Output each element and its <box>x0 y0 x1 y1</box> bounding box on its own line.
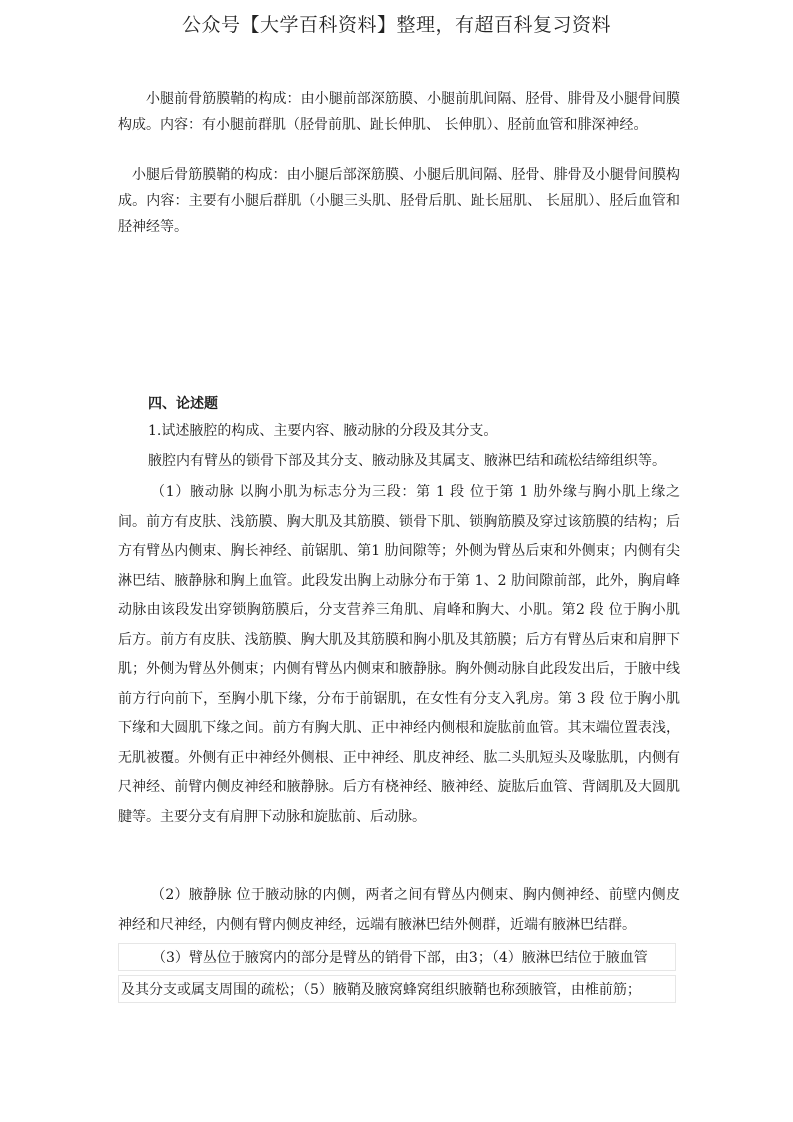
answer-axillary-sheath-line: 及其分支或属支周围的疏松；（5）腋鞘及腋窝蜂窝组织腋鞘也称颈腋管，由椎前筋； <box>118 975 676 1003</box>
answer-brachial-plexus-line: （3）臂丛位于腋窝内的部分是臂丛的销骨下部，由3；（4）腋淋巴结位于腋血管 <box>118 943 676 971</box>
paragraph-anterior-compartment: 小腿前骨筋膜鞘的构成：由小腿前部深筋膜、小腿前肌间隔、胫骨、腓骨及小腿骨间膜构成。内容：有小腿前群肌（胫骨前肌、趾长伸肌、 长伸肌）、胫前血管和腓深神经。 <box>118 91 680 133</box>
paragraph-posterior-compartment: 小腿后骨筋膜鞘的构成：由小腿后部深筋膜、小腿后肌间隔、胫骨、腓骨及小腿骨间膜构成。内容：主要有小腿后群肌（小腿三头肌、胫骨后肌、趾长屈肌、 长屈肌）、胫后血管和胫神经等。 <box>118 167 680 235</box>
answer-axillary-artery: （1）腋动脉 以胸小肌为标志分为三段：第 1 段 位于第 1 肋外缘与胸小肌上缘之间。前方有皮肤、浅筋膜、胸大肌及其筋膜、锁骨下肌、锁胸筋膜及穿过该筋膜的结构；后方有臂丛内侧束、胸长神经、前锯肌、第1 肋间隙等；外侧为臂丛后束和外侧束；内侧有尖淋巴结、腋静脉和胸上血管。此段发出胸上动脉分布于第 1、2 肋间隙前部，此外，胸肩峰动脉由该段发出穿锁胸筋膜后，分支营养三角肌、肩峰和胸大、小肌。第2 段 位于胸小肌后方。前方有皮肤、浅筋膜、胸大肌及其筋膜和胸小肌及其筋膜；后方有臂丛后束和肩胛下肌；外侧为臂丛外侧束；内侧有臂丛内侧束和腋静脉。胸外侧动脉自此段发出后，于腋中线前方行向前下，至胸小肌下缘，分布于前锯肌，在女性有分支入乳房。第 3 段 位于胸小肌下缘和大圆肌下缘之间。前方有胸大肌、正中神经内侧根和旋肱前血管。其末端位置表浅，无肌被覆。外侧有正中神经外侧根、正中神经、肌皮神经、肱二头肌短头及喙肱肌，内侧有尺神经、前臂内侧皮神经和腋静脉。后方有桡神经、腋神经、旋肱后血管、背阔肌及大圆肌腱等。主要分支有肩胛下动脉和旋肱前、后动脉。 <box>118 484 680 825</box>
question-text: 1.试述腋腔的构成、主要内容、腋动脉的分段及其分支。 <box>148 423 498 439</box>
section-title: 四、论述题 <box>148 396 218 412</box>
answer-axillary-vein: （2）腋静脉 位于腋动脉的内侧，两者之间有臂丛内侧束、胸内侧神经、前壁内侧皮神经和尺神经，内侧有臂内侧皮神经，远端有腋淋巴结外侧群，近端有腋淋巴结群。 <box>118 887 680 933</box>
page-header-title: 公众号【大学百科资料】整理，有超百科复习资料 <box>181 14 611 36</box>
answer-intro: 腋腔内有臂丛的锁骨下部及其分支、腋动脉及其属支、腋淋巴结和疏松结缔组织等。 <box>148 453 666 469</box>
